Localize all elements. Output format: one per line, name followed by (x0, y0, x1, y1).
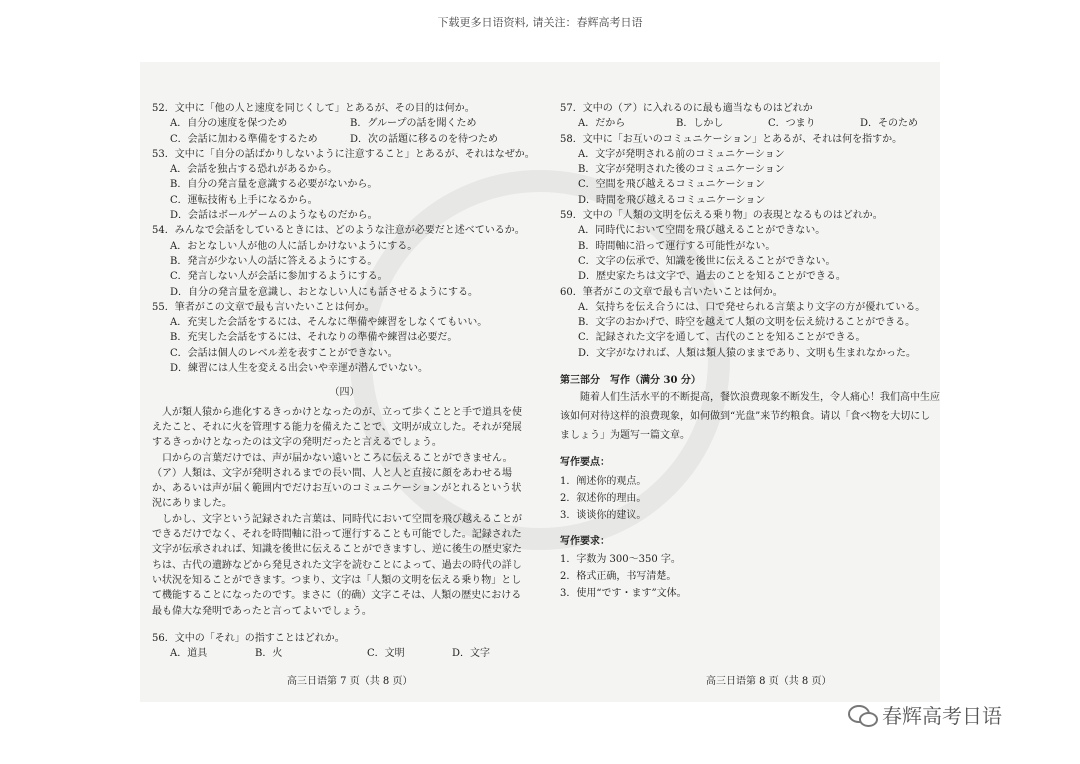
option: C．つまり (768, 118, 816, 130)
writing-requirement: 2．格式正确，书写清楚。 (560, 570, 677, 582)
question-54: 54．みんなで会話をしているときには、どのような注意が必要だと述べているか。 (152, 225, 525, 237)
question-52-options (170, 132, 537, 147)
option: A．気持ちを伝え合うには、口で発せられる言葉より文字の方が優れている。 (578, 301, 926, 313)
option: A．充実した会話をするには、そんなに準備や練習をしなくてもいい。 (170, 317, 488, 329)
option: C．発言しない人が会話に参加するようにする。 (170, 271, 388, 283)
option: B．グループの話を聞くため (350, 118, 477, 130)
option: D．次の話題に移るのを待つため (350, 133, 499, 145)
option: D．そのため (860, 118, 919, 130)
option: A．道具 (170, 648, 208, 660)
page-footer-left: 高三日语第 7 页（共 8 页） (287, 676, 413, 687)
question-57-options (578, 116, 945, 131)
passage-paragraph: 人が類人猿から進化するきっかけとなったのが、立って歩くことと手で道具を使えたこと、それに火を管理する能力を備えたことで、文明が成立した。それが発展するきっかけとなったのは文字の発明だったと言えるでしょう。 (152, 406, 522, 449)
writing-point: 3．谈谈你的建议。 (560, 509, 647, 521)
left-page (152, 101, 537, 661)
writing-requirement: 1．字数为 300～350 字。 (560, 553, 681, 565)
option: B．火 (255, 648, 283, 660)
right-page (560, 101, 945, 602)
option: D．自分の発言量を意識し、おとなしい人にも話させるようにする。 (170, 286, 479, 298)
option: B．充実した会話をするには、それなりの準備や練習は必要だ。 (170, 332, 458, 344)
option: C．会話は個人のレベル差を表すことができない。 (170, 347, 398, 359)
option: D．時間を飛び越えるコミュニケーション (578, 194, 766, 206)
option: D．会話はボールゲームのようなものだから。 (170, 210, 378, 222)
question-59: 59．文中の「人類の文明を伝える乗り物」の表現となるものはどれか。 (560, 210, 883, 222)
requirements-label: 写作要求： (560, 535, 610, 547)
option: A．同時代において空間を飛び越えることができない。 (578, 225, 826, 237)
question-57: 57．文中の（ア）に入れるのに最も適当なものはどれか (560, 103, 813, 114)
top-note: 下载更多日语资料, 请关注：春辉高考日语 (437, 16, 643, 29)
passage-paragraph: 口からの言葉だけでは、声が届かない遠いところに伝えることができません。（ア）人類は、文字が発明されるまでの長い間、人と人と直接に顔をあわせる場か、あるいは声が届く範囲内でだけお互いのコミュニケーションがとれるという状況にありました。 (152, 452, 522, 510)
question-52: 52．文中に「他の人と速度を同じくして」とあるが、その目的は何か。 (152, 103, 475, 114)
option: A．文字が発明される前のコミュニケーション (578, 148, 785, 160)
option: C．文明 (367, 648, 405, 660)
question-58: 58．文中に「お互いのコミュニケーション」とあるが、それは何を指すか。 (560, 133, 903, 145)
brand-name: 春辉高考日语 (882, 704, 1002, 728)
option: A．だから (578, 118, 626, 130)
points-label: 写作要点： (560, 457, 610, 469)
option: B．文字が発明された後のコミュニケーション (578, 164, 785, 176)
option: D．歴史家たちは文字で、過去のことを知ることができる。 (578, 271, 846, 283)
question-56-options (170, 646, 537, 661)
option: B．しかし (676, 118, 724, 130)
option: B．自分の発言量を意識する必要がないから。 (170, 179, 378, 191)
option: C．会話に加わる準備をするため (170, 133, 318, 145)
option: D．練習には人生を変える出会いや幸運が潜んでいない。 (170, 363, 429, 375)
option: D．文字がなければ、人類は類人猿のままであり、文明も生まれなかった。 (578, 347, 917, 359)
question-52-options (170, 116, 537, 131)
question-55: 55．筆者がこの文章で最も言いたいことは何か。 (152, 301, 375, 313)
option: A．自分の速度を保つため (170, 118, 288, 130)
option: C．記録された文字を通して、古代のことを知ることができる。 (578, 332, 866, 344)
option: A．会話を独占する恐れがあるから。 (170, 164, 338, 176)
option: B．時間軸に沿って運行する可能性がない。 (578, 240, 776, 252)
page-footer-right: 高三日语第 8 页（共 8 页） (706, 676, 832, 687)
option: B．文字のおかげで、時空を越えて人類の文明を伝え続けることができる。 (578, 317, 916, 329)
essay-prompt: 随着人们生活水平的不断提高，餐饮浪费现象不断发生，令人痛心！我们高中生应该如何对待这样的浪费现象，如何做到“光盘”来节约粮食。请以「食べ物を大切にしましょう」为题写一篇文章。 (560, 392, 940, 442)
brand-watermark (848, 700, 1002, 729)
question-53: 53．文中に「自分の話ばかりしないように注意すること」とあるが、それはなぜか。 (152, 148, 535, 160)
section-heading: （四） (329, 387, 360, 399)
option: C．文字の伝承で、知識を後世に伝えることができない。 (578, 255, 836, 267)
writing-point: 1．阐述你的观点。 (560, 475, 647, 487)
question-60: 60．筆者がこの文章で最も言いたいことは何か。 (560, 286, 783, 298)
wechat-icon (848, 703, 878, 727)
writing-requirement: 3．使用“です・ます”文体。 (560, 587, 687, 599)
passage-paragraph: しかし、文字という記録された言葉は、同時代において空間を飛び越えることができるだけでなく、それを時間軸に沿って運行することも可能でした。記録された文字が伝承されれば、知識を後世に伝えることができますし、逆に後生の歴史家たちは、古代の遺跡などから発見された文字を読むことによって、過去の時代の詳しい状況を知ることができます。つまり、文字は「人類の文明を伝える乗り物」として機能することになったのです。まさに（的确）文字こそは、人類の歴史における最も偉大な発明であったと言ってよいでしょう。 (152, 513, 522, 617)
option: B．発言が少ない人の話に答えるようにする。 (170, 255, 378, 267)
option: C．運転技術も上手になるから。 (170, 194, 318, 206)
option: C．空間を飛び越えるコミュニケーション (578, 179, 766, 191)
option: D．文字 (452, 648, 491, 660)
part3-title: 第三部分 写作（满分 30 分） (560, 375, 701, 387)
question-56: 56．文中の「それ」の指すことはどれか。 (152, 632, 345, 644)
writing-point: 2．叙述你的理由。 (560, 492, 647, 504)
option: A．おとなしい人が他の人に話しかけないようにする。 (170, 240, 418, 252)
